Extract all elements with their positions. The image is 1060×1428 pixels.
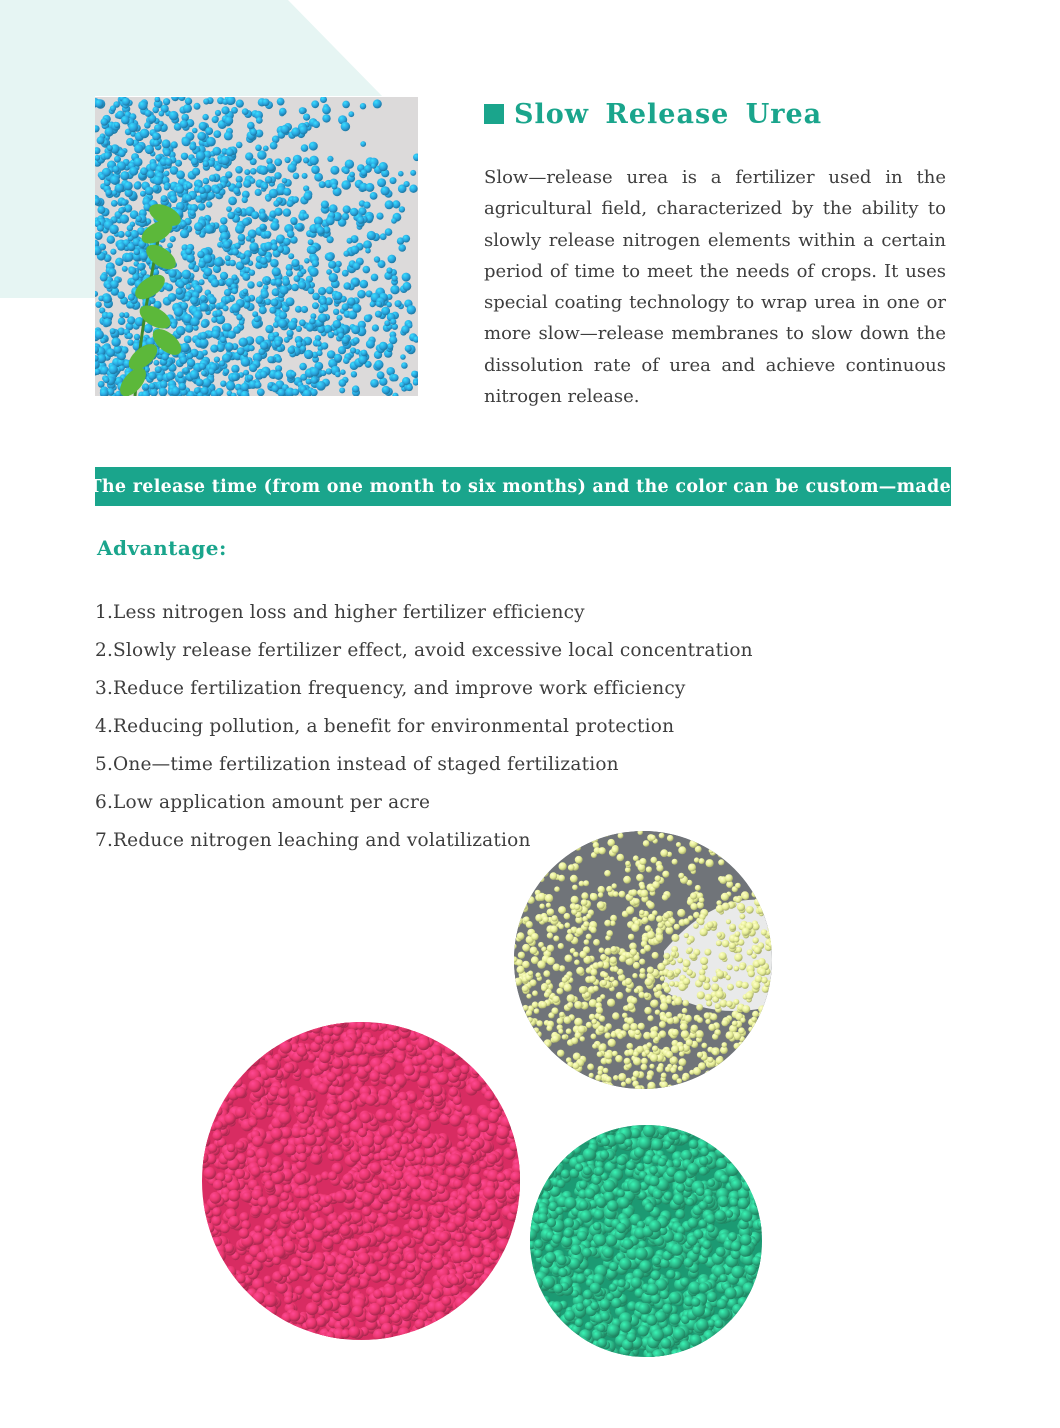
title-block <box>484 96 822 132</box>
custom-made-banner <box>88 467 958 506</box>
advantage-item: 4.Reducing pollution, a benefit for environmental protection <box>95 716 675 737</box>
advantage-item: 5.One—time fertilization instead of staged fertilization <box>95 754 619 775</box>
advantage-item: 7.Reduce nitrogen leaching and volatilization <box>95 830 531 851</box>
hero-photo-blue-granules <box>95 97 418 396</box>
title-square-icon <box>484 104 504 124</box>
advantage-item: 2.Slowly release fertilizer effect, avoid excessive local concentration <box>95 640 753 661</box>
advantage-item: 6.Low application amount per acre <box>95 792 431 813</box>
page-title: Slow Release Urea <box>514 98 823 130</box>
advantage-item: 1.Less nitrogen loss and higher fertilizer efficiency <box>95 602 585 623</box>
banner-text: The release time (from one month to six months) and the color can be custom—made. <box>88 476 958 497</box>
advantage-heading: Advantage: <box>97 536 227 560</box>
advantage-item: 3.Reduce fertilization frequency, and improve work efficiency <box>95 678 686 699</box>
pink-granules-photo <box>202 1022 520 1340</box>
advantage-list <box>95 594 753 860</box>
intro-paragraph: Slow—release urea is a fertilizer used in the agricultural field, characterized by the ability to slowly release nitrogen elements within a certain period of time to meet the needs of crops. It uses special coating technology to wrap urea in one or more slow—release membranes to slow down the dissolution rate of urea and achieve continuous nitrogen release. <box>484 167 946 408</box>
yellow-granules-photo <box>514 831 772 1089</box>
green-granules-photo <box>530 1125 762 1357</box>
